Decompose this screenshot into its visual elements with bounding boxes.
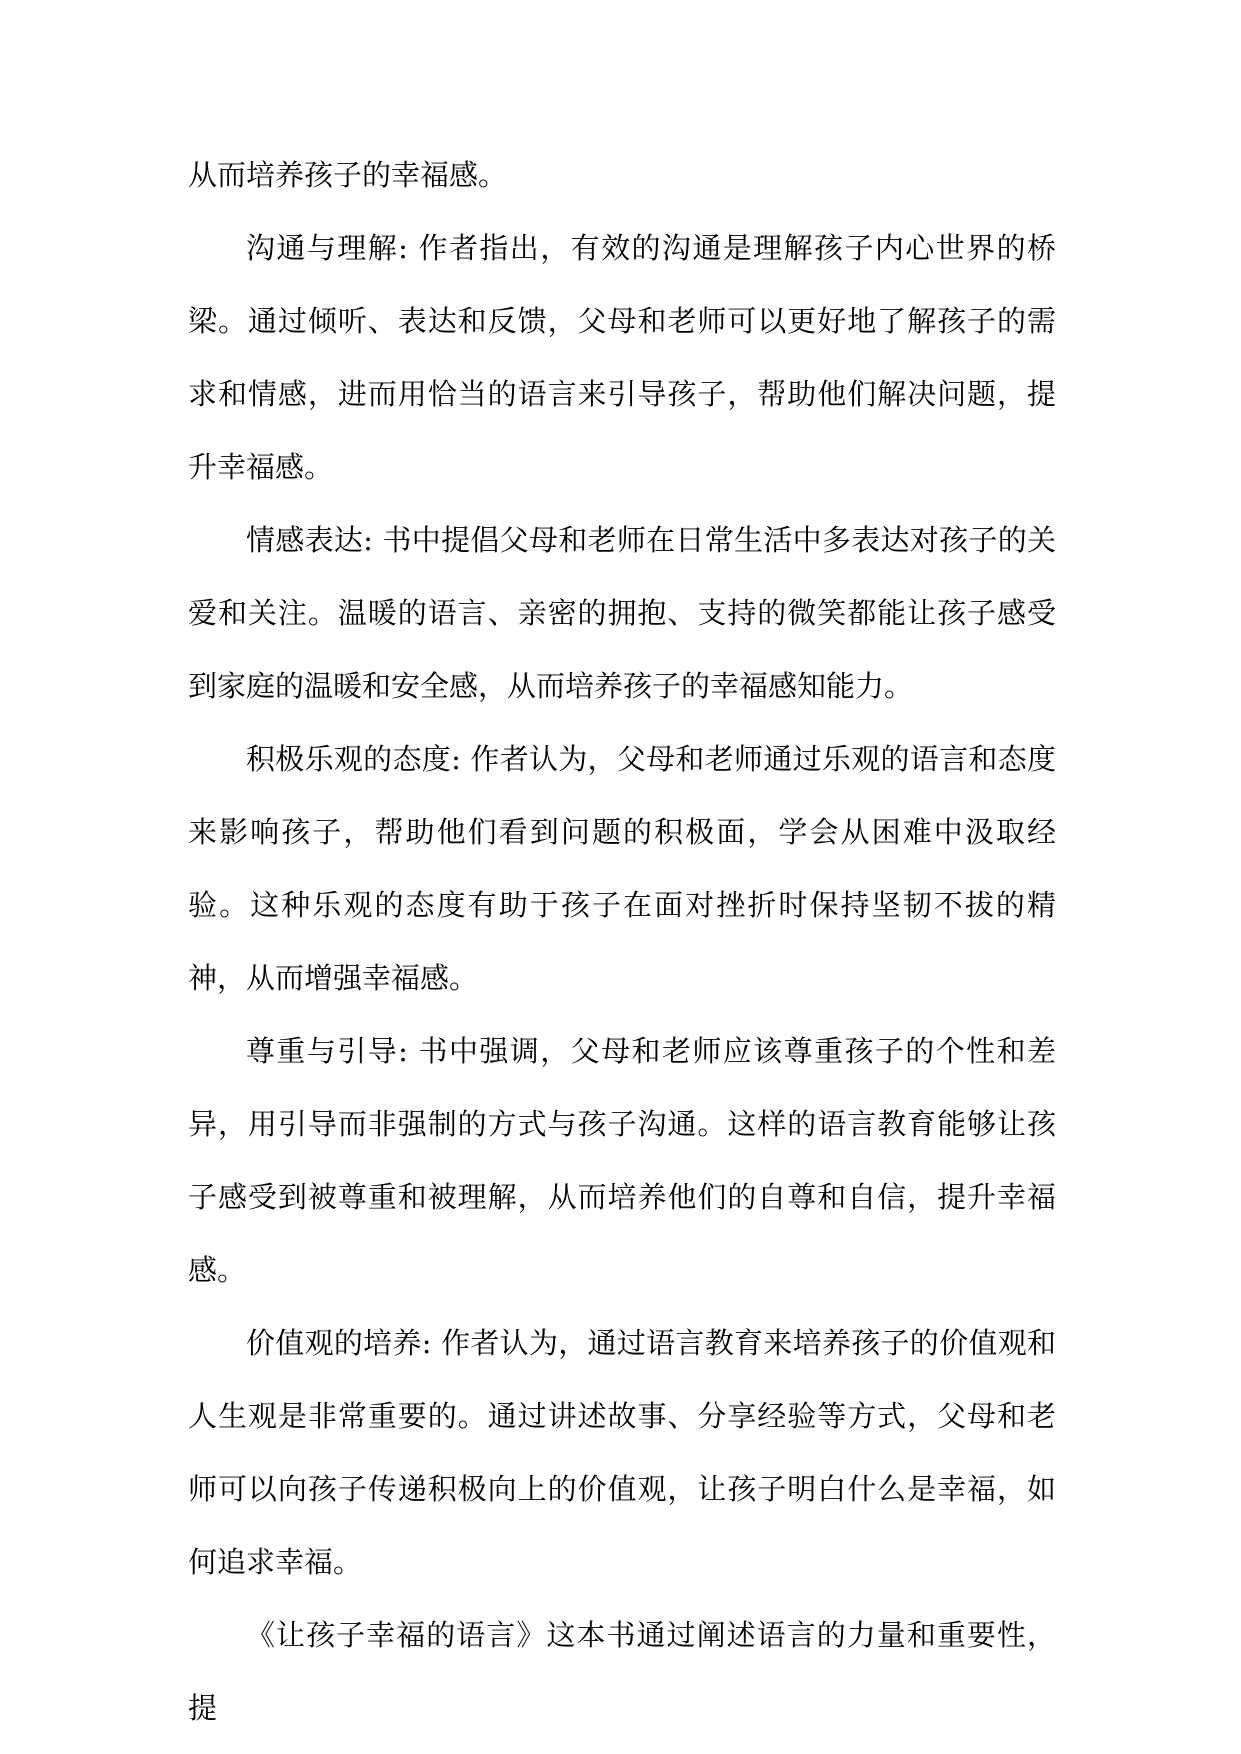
paragraph-emotional-expression: 情感表达: 书中提倡父母和老师在日常生活中多表达对孩子的关爱和关注。温暖的语言、亲密的拥抱、支持的微笑都能让孩子感受到家庭的温暖和安全感，从而培养孩子的幸福感知能力。 xyxy=(188,523,1056,703)
paragraph-continuation: 从而培养孩子的幸福感。 xyxy=(188,158,508,192)
paragraph-communication: 沟通与理解: 作者指出，有效的沟通是理解孩子内心世界的桥梁。通过倾听、表达和反馈，父母和老师可以更好地了解孩子的需求和情感，进而用恰当的语言来引导孩子，帮助他们解决问题，提升幸福感。 xyxy=(188,231,1056,484)
paragraph-respect-guidance: 尊重与引导: 书中强调，父母和老师应该尊重孩子的个性和差异，用引导而非强制的方式与孩子沟通。这样的语言教育能够让孩子感受到被尊重和被理解，从而培养他们的自尊和自信，提升幸福感。 xyxy=(188,1034,1056,1287)
document-body xyxy=(188,139,1056,1745)
paragraph-optimism: 积极乐观的态度: 作者认为，父母和老师通过乐观的语言和态度来影响孩子，帮助他们看到问题的积极面，学会从困难中汲取经验。这种乐观的态度有助于孩子在面对挫折时保持坚韧不拔的精神，从而增强幸福感。 xyxy=(188,742,1056,995)
paragraph-values: 价值观的培养: 作者认为，通过语言教育来培养孩子的价值观和人生观是非常重要的。通过讲述故事、分享经验等方式，父母和老师可以向孩子传递积极向上的价值观，让孩子明白什么是幸福，如何追求幸福。 xyxy=(188,1326,1056,1579)
paragraph-book-summary: 《让孩子幸福的语言》这本书通过阐述语言的力量和重要性，提 xyxy=(188,1618,1056,1725)
